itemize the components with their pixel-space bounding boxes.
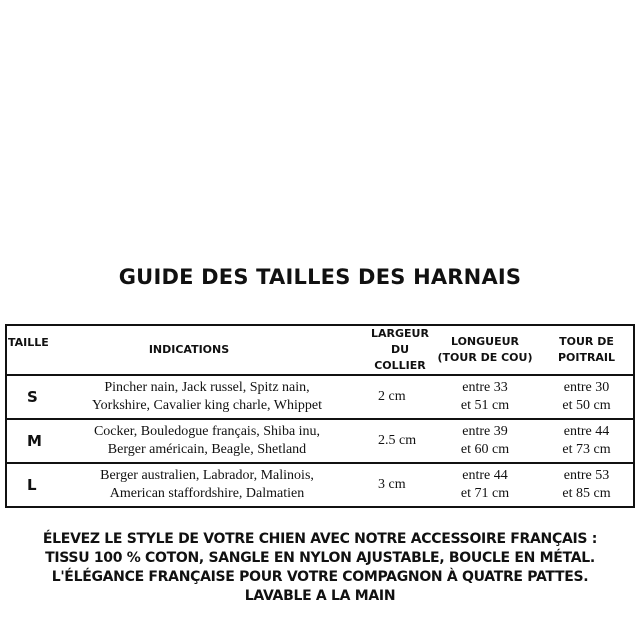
- neck-length-line: entre 39: [462, 424, 508, 439]
- breeds-line: Berger australien, Labrador, Malinois,: [100, 468, 314, 483]
- header-tour-line: POITRAIL: [557, 351, 616, 364]
- chest-girth-line: entre 30: [563, 380, 610, 395]
- header-largeur-line: LARGEUR: [371, 327, 429, 340]
- size-label: M: [6, 419, 48, 463]
- header-largeur: [370, 325, 430, 375]
- header-longueur: [430, 325, 540, 375]
- neck-length-line: et 51 cm: [460, 398, 510, 413]
- chest-girth-cell: [540, 419, 634, 463]
- breeds-line: American staffordshire, Dalmatien: [109, 486, 305, 501]
- size-guide-table: [5, 324, 635, 508]
- breeds-line: Berger américain, Beagle, Shetland: [107, 442, 307, 457]
- header-longueur-line: LONGUEUR: [450, 335, 520, 348]
- chest-girth-cell: [540, 463, 634, 507]
- table-row-s: [6, 375, 634, 419]
- description-line: LAVABLE A LA MAIN: [244, 588, 396, 604]
- description-line: TISSU 100 % COTON, SANGLE EN NYLON AJUSTABLE, BOUCLE EN MÉTAL.: [45, 550, 595, 566]
- header-longueur-line: (TOUR DE COU): [437, 351, 533, 364]
- neck-length-cell: [430, 375, 540, 419]
- header-tour-de-poitrail: [540, 325, 634, 375]
- table-row-l: [6, 463, 634, 507]
- size-label: L: [6, 463, 48, 507]
- collar-width-cell: 2 cm: [370, 375, 430, 419]
- chest-girth-line: entre 53: [563, 468, 610, 483]
- neck-length-cell: [430, 463, 540, 507]
- chest-girth-line: et 50 cm: [562, 398, 611, 413]
- collar-width-cell: 3 cm: [370, 463, 430, 507]
- chest-girth-line: et 85 cm: [562, 486, 611, 501]
- description-line: L'ÉLÉGANCE FRANÇAISE POUR VOTRE COMPAGNON À QUATRE PATTES.: [51, 569, 589, 585]
- table-row-m: [6, 419, 634, 463]
- breeds-cell: [48, 419, 370, 463]
- neck-length-line: entre 33: [462, 380, 508, 395]
- neck-length-cell: [430, 419, 540, 463]
- page-title: GUIDE DES TAILLES DES HARNAIS: [118, 265, 522, 289]
- neck-length-line: et 60 cm: [460, 442, 510, 457]
- breeds-cell: [48, 375, 370, 419]
- header-tour-line: TOUR DE: [559, 335, 614, 348]
- header-indications: INDICATIONS: [148, 343, 230, 356]
- breeds-line: Cocker, Bouledogue français, Shiba inu,: [93, 424, 321, 439]
- product-description: [0, 530, 640, 606]
- chest-girth-line: entre 44: [563, 424, 610, 439]
- chest-girth-cell: [540, 375, 634, 419]
- header-taille: TAILLE: [8, 336, 49, 349]
- breeds-cell: [48, 463, 370, 507]
- breeds-line: Pincher nain, Jack russel, Spitz nain,: [104, 380, 310, 395]
- table-header-row: [6, 325, 634, 375]
- description-line: ÉLEVEZ LE STYLE DE VOTRE CHIEN AVEC NOTRE ACCESSOIRE FRANÇAIS :: [42, 531, 598, 547]
- chest-girth-line: et 73 cm: [562, 442, 611, 457]
- header-largeur-line: DU COLLIER: [374, 343, 426, 372]
- neck-length-line: et 71 cm: [460, 486, 510, 501]
- neck-length-line: entre 44: [462, 468, 508, 483]
- collar-width-cell: 2.5 cm: [370, 419, 430, 463]
- breeds-line: Yorkshire, Cavalier king charle, Whippet: [91, 398, 323, 413]
- size-label: S: [6, 375, 48, 419]
